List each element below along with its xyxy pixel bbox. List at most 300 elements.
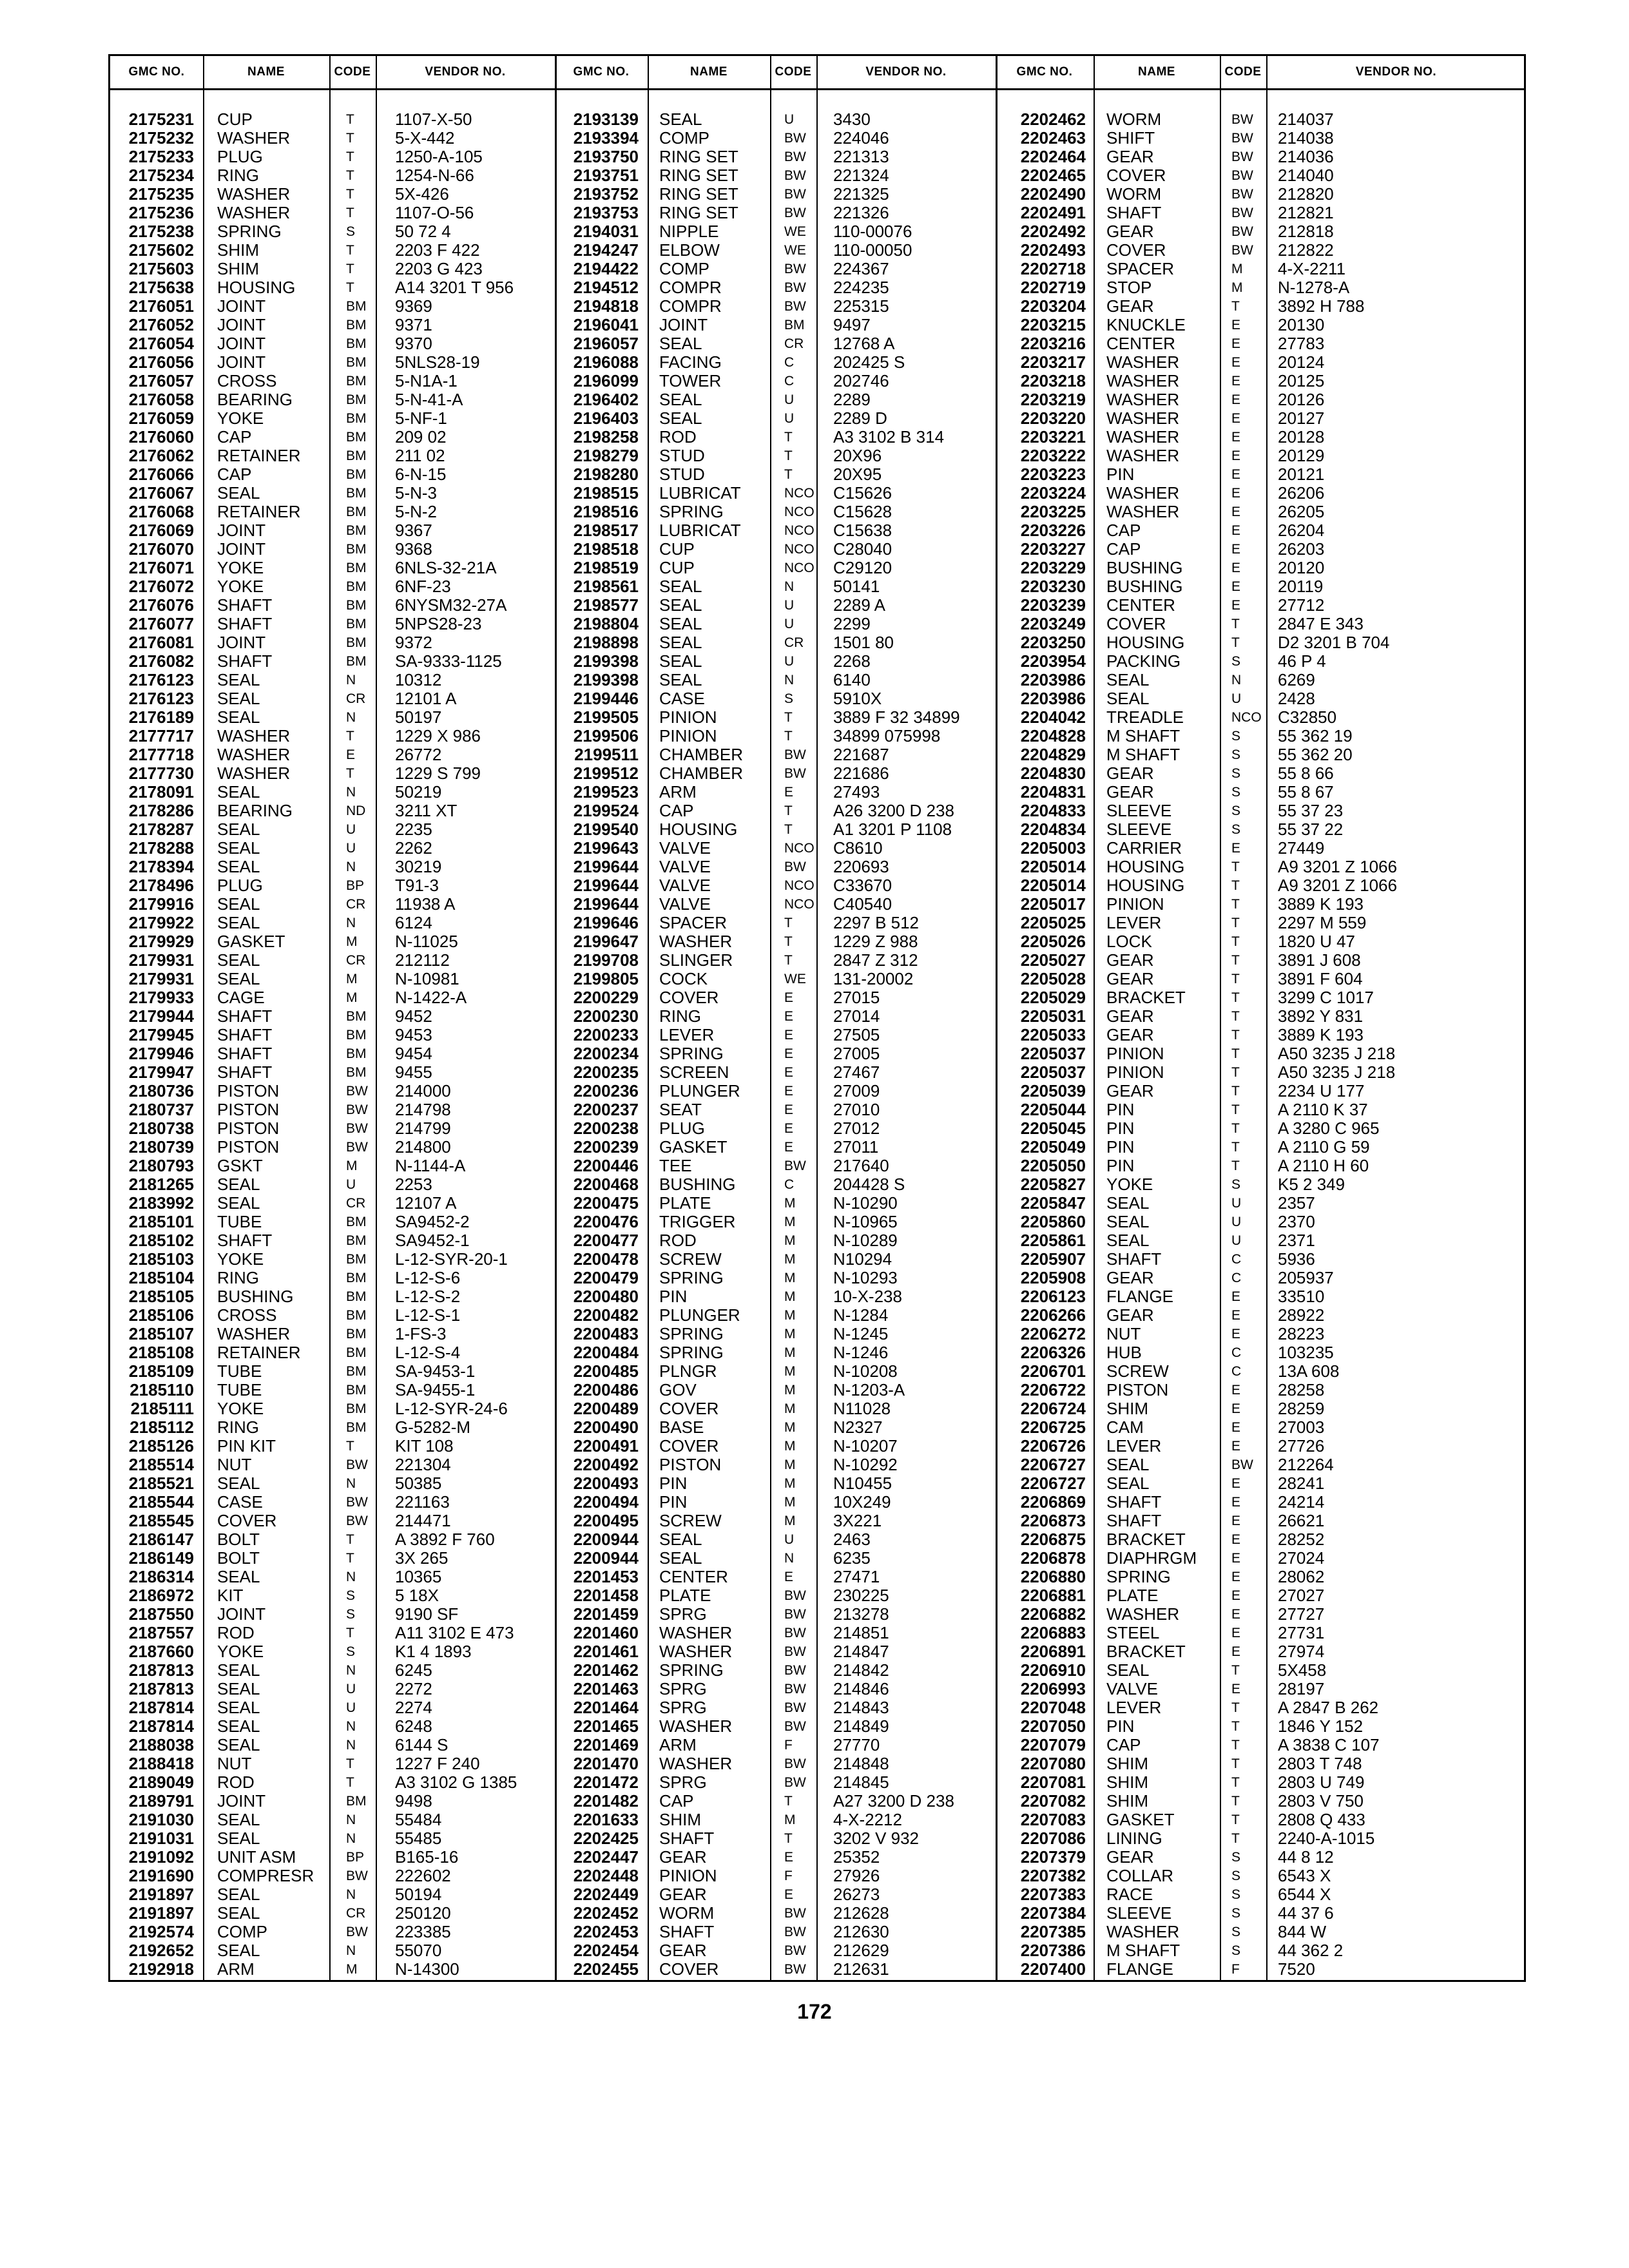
gmc-number: 2180736: [128, 1081, 194, 1100]
vendor-code: N: [346, 785, 356, 800]
vendor-code: N: [1231, 673, 1242, 687]
gmc-number: 2187813: [128, 1679, 194, 1698]
part-name: LEVER: [1106, 1436, 1162, 1456]
vendor-code: M: [784, 1196, 796, 1211]
vendor-number: 3889 K 193: [1278, 1025, 1364, 1044]
gmc-number: 2191897: [128, 1885, 194, 1904]
vendor-code: BW: [784, 262, 806, 276]
gmc-number: 2203204: [1020, 296, 1086, 316]
vendor-code: BW: [784, 1906, 806, 1921]
vendor-code: U: [784, 617, 795, 631]
part-name: SEAL: [217, 1698, 260, 1717]
column-divider: [770, 56, 771, 1980]
vendor-code: E: [784, 990, 794, 1005]
vendor-number: 5-N-3: [395, 483, 438, 503]
part-name: SEAL: [217, 670, 260, 689]
vendor-code: S: [1231, 1906, 1241, 1921]
vendor-number: 34899 075998: [833, 726, 941, 745]
vendor-number: 2272: [395, 1679, 432, 1698]
gmc-number: 2206725: [1020, 1418, 1086, 1437]
gmc-number: 2203954: [1020, 651, 1086, 671]
vendor-code: BW: [346, 1869, 368, 1883]
vendor-number: 2371: [1278, 1231, 1315, 1250]
gmc-number: 2207383: [1020, 1885, 1086, 1904]
part-name: SEAL: [1106, 670, 1150, 689]
part-name: HOUSING: [1106, 857, 1185, 876]
vendor-number: 30219: [395, 857, 442, 876]
gmc-number: 2199643: [573, 838, 639, 858]
part-name: WASHER: [1106, 446, 1180, 465]
gmc-number: 2194512: [573, 278, 639, 297]
gmc-number: 2175602: [128, 240, 194, 260]
vendor-number: 12101 A: [395, 689, 457, 708]
part-name: BRACKET: [1106, 1642, 1186, 1661]
gmc-number: 2203223: [1020, 465, 1086, 484]
part-name: WASHER: [217, 764, 291, 783]
header-code: CODE: [775, 65, 812, 79]
vendor-code: N: [346, 1812, 356, 1827]
vendor-number: A 2847 B 262: [1278, 1698, 1379, 1717]
part-name: GEAR: [1106, 1305, 1154, 1325]
gmc-number: 2178287: [128, 820, 194, 839]
vendor-number: 55 8 67: [1278, 782, 1334, 802]
part-name: SPRG: [659, 1698, 707, 1717]
vendor-number: N-1245: [833, 1324, 889, 1343]
vendor-code: C: [784, 374, 795, 389]
gmc-number: 2179916: [128, 894, 194, 914]
vendor-code: T: [1231, 1009, 1240, 1024]
part-name: PIN: [659, 1474, 688, 1493]
gmc-number: 2176069: [128, 521, 194, 540]
part-name: WASHER: [1106, 352, 1180, 372]
vendor-code: F: [1231, 1962, 1240, 1977]
vendor-number: 3892 Y 831: [1278, 1006, 1364, 1026]
part-name: WASHER: [659, 1754, 733, 1773]
vendor-number: 2370: [1278, 1212, 1315, 1231]
part-name: SPRING: [217, 222, 282, 241]
vendor-code: BM: [346, 411, 367, 426]
part-name: SPRG: [659, 1679, 707, 1698]
vendor-code: T: [346, 1626, 354, 1640]
vendor-number: 27467: [833, 1062, 880, 1082]
gmc-number: 2200234: [573, 1044, 639, 1063]
vendor-code: E: [1231, 523, 1241, 538]
vendor-number: N10455: [833, 1474, 892, 1493]
vendor-number: 55070: [395, 1941, 442, 1960]
part-name: SEAL: [659, 334, 702, 353]
gmc-number: 2177730: [128, 764, 194, 783]
gmc-number: 2198515: [573, 483, 639, 503]
gmc-number: 2202454: [573, 1941, 639, 1960]
vendor-number: 1-FS-3: [395, 1324, 447, 1343]
vendor-number: 10365: [395, 1567, 442, 1586]
vendor-code: BW: [346, 1925, 368, 1939]
gmc-number: 2201472: [573, 1773, 639, 1792]
part-name: PINION: [1106, 1044, 1164, 1063]
part-name: PLUG: [217, 147, 263, 166]
vendor-number: A 2110 H 60: [1278, 1156, 1369, 1175]
vendor-code: BM: [346, 1420, 367, 1435]
part-name: GEAR: [1106, 1847, 1154, 1867]
part-name: SEAL: [659, 110, 702, 129]
vendor-number: 46 P 4: [1278, 651, 1326, 671]
vendor-code: E: [1231, 561, 1241, 575]
gmc-number: 2207379: [1020, 1847, 1086, 1867]
gmc-number: 2199524: [573, 801, 639, 820]
part-name: SEAL: [659, 577, 702, 596]
vendor-number: 9452: [395, 1006, 432, 1026]
part-name: BEARING: [217, 390, 293, 409]
vendor-number: 2203 F 422: [395, 240, 480, 260]
vendor-number: N-1203-A: [833, 1380, 905, 1399]
vendor-code: E: [1231, 1570, 1241, 1584]
vendor-number: 214038: [1278, 128, 1334, 148]
part-name: COVER: [659, 988, 719, 1007]
vendor-number: 2262: [395, 838, 432, 858]
vendor-number: N-10293: [833, 1268, 898, 1287]
vendor-code: E: [1231, 841, 1241, 856]
part-name: PISTON: [217, 1119, 280, 1138]
vendor-code: E: [1231, 1289, 1241, 1304]
part-name: PIN: [1106, 1156, 1135, 1175]
gmc-number: 2186314: [128, 1567, 194, 1586]
part-name: VALVE: [659, 838, 711, 858]
vendor-number: 6269: [1278, 670, 1315, 689]
gmc-number: 2199646: [573, 913, 639, 932]
vendor-code: T: [346, 1439, 354, 1454]
part-name: RING: [659, 1006, 701, 1026]
gmc-number: 2202491: [1020, 203, 1086, 222]
gmc-number: 2201470: [573, 1754, 639, 1773]
vendor-code: E: [1231, 1644, 1241, 1659]
vendor-code: NCO: [784, 523, 815, 538]
part-name: COLLAR: [1106, 1866, 1174, 1885]
gmc-number: 2200230: [573, 1006, 639, 1026]
vendor-number: A26 3200 D 238: [833, 801, 954, 820]
part-name: SHIM: [1106, 1754, 1148, 1773]
gmc-number: 2206727: [1020, 1455, 1086, 1474]
gmc-number: 2176071: [128, 558, 194, 577]
gmc-number: 2176067: [128, 483, 194, 503]
part-name: PISTON: [217, 1100, 280, 1119]
part-name: SLEEVE: [1106, 820, 1172, 839]
gmc-number: 2203986: [1020, 670, 1086, 689]
part-name: SEAL: [659, 651, 702, 671]
vendor-number: 212631: [833, 1959, 889, 1979]
gmc-number: 2205050: [1020, 1156, 1086, 1175]
vendor-code: BM: [346, 1065, 367, 1080]
gmc-number: 2200490: [573, 1418, 639, 1437]
vendor-number: 20120: [1278, 558, 1325, 577]
vendor-code: U: [784, 392, 795, 407]
part-name: M SHAFT: [1106, 726, 1181, 745]
part-name: LOCK: [1106, 932, 1152, 951]
part-name: PLNGR: [659, 1361, 717, 1381]
column-divider: [816, 56, 818, 1980]
vendor-code: S: [1231, 803, 1241, 818]
gmc-number: 2187814: [128, 1698, 194, 1717]
gmc-number: 2203215: [1020, 315, 1086, 334]
vendor-number: 221686: [833, 764, 889, 783]
gmc-number: 2201633: [573, 1810, 639, 1829]
vendor-code: T: [784, 467, 793, 482]
gmc-number: 2178091: [128, 782, 194, 802]
part-name: WASHER: [217, 745, 291, 764]
vendor-code: T: [1231, 953, 1240, 968]
vendor-number: 225315: [833, 296, 889, 316]
vendor-number: 26204: [1278, 521, 1325, 540]
vendor-number: 27471: [833, 1567, 880, 1586]
part-name: KNUCKLE: [1106, 315, 1186, 334]
vendor-number: 33510: [1278, 1287, 1325, 1306]
part-name: BUSHING: [1106, 558, 1183, 577]
vendor-number: L-12-S-1: [395, 1305, 461, 1325]
vendor-code: T: [346, 1756, 354, 1771]
gmc-number: 2185112: [130, 1418, 194, 1437]
vendor-code: S: [346, 1644, 356, 1659]
vendor-number: 5 18X: [395, 1586, 439, 1605]
part-name: PLATE: [659, 1586, 711, 1605]
vendor-number: 27027: [1278, 1586, 1325, 1605]
gmc-number: 2203224: [1020, 483, 1086, 503]
vendor-code: E: [784, 1887, 794, 1902]
vendor-number: 9498: [395, 1791, 432, 1811]
vendor-number: 20119: [1278, 577, 1324, 596]
vendor-code: BW: [784, 1775, 806, 1790]
vendor-code: S: [1231, 747, 1241, 762]
part-name: SLINGER: [659, 950, 733, 970]
vendor-number: 221687: [833, 745, 889, 764]
gmc-number: 2206326: [1020, 1343, 1086, 1362]
vendor-code: T: [346, 243, 354, 258]
vendor-code: M: [784, 1364, 796, 1379]
gmc-number: 2203222: [1020, 446, 1086, 465]
vendor-code: T: [1231, 916, 1240, 930]
vendor-number: 28922: [1278, 1305, 1325, 1325]
part-name: SEAL: [217, 1885, 260, 1904]
gmc-number: 2200485: [573, 1361, 639, 1381]
gmc-number: 2206701: [1020, 1361, 1086, 1381]
vendor-code: BM: [346, 542, 367, 557]
vendor-code: E: [784, 1102, 794, 1117]
vendor-number: A 3838 C 107: [1278, 1735, 1380, 1754]
gmc-number: 2194818: [573, 296, 639, 316]
column-divider: [1220, 56, 1221, 1980]
vendor-number: 103235: [1278, 1343, 1334, 1362]
vendor-code: S: [784, 691, 794, 706]
gmc-number: 2196099: [573, 371, 639, 390]
header-name: NAME: [247, 65, 285, 79]
part-name: SEAL: [659, 1548, 702, 1568]
gmc-number: 2180793: [128, 1156, 194, 1175]
gmc-number: 2206910: [1020, 1660, 1086, 1680]
gmc-number: 2200229: [573, 988, 639, 1007]
part-name: PLUNGER: [659, 1305, 740, 1325]
gmc-number: 2178286: [128, 801, 194, 820]
vendor-number: 214846: [833, 1679, 889, 1698]
gmc-number: 2198898: [573, 633, 639, 652]
vendor-number: 7520: [1278, 1959, 1315, 1979]
gmc-number: 2200476: [573, 1212, 639, 1231]
part-name: BOLT: [217, 1530, 260, 1549]
vendor-code: CR: [784, 336, 804, 351]
vendor-code: N: [346, 1570, 356, 1584]
part-name: JOINT: [217, 539, 266, 559]
vendor-code: T: [784, 710, 793, 725]
part-name: PINION: [1106, 1062, 1164, 1082]
column-divider: [376, 56, 377, 1980]
gmc-number: 2202492: [1020, 222, 1086, 241]
vendor-code: E: [1231, 392, 1241, 407]
vendor-code: T: [1231, 1812, 1240, 1827]
part-name: PISTON: [659, 1455, 722, 1474]
gmc-number: 2203225: [1020, 502, 1086, 521]
vendor-code: U: [784, 112, 795, 127]
part-name: SEAL: [217, 1474, 260, 1493]
vendor-number: 9372: [395, 633, 432, 652]
part-name: CENTER: [1106, 334, 1175, 353]
part-name: COVER: [659, 1399, 719, 1418]
gmc-number: 2178496: [128, 876, 194, 895]
vendor-number: 212820: [1278, 184, 1334, 204]
vendor-code: N: [346, 1831, 356, 1846]
vendor-code: T: [784, 1831, 793, 1846]
gmc-number: 2204830: [1020, 764, 1086, 783]
vendor-number: 214845: [833, 1773, 889, 1792]
gmc-number: 2206993: [1020, 1679, 1086, 1698]
vendor-code: M: [784, 1401, 796, 1416]
gmc-number: 2186149: [128, 1548, 194, 1568]
vendor-number: L-12-SYR-20-1: [395, 1249, 508, 1269]
gmc-number: 2189049: [128, 1773, 194, 1792]
vendor-code: T: [1231, 1700, 1240, 1715]
part-name: SCREW: [659, 1249, 722, 1269]
vendor-number: A14 3201 T 956: [395, 278, 514, 297]
vendor-code: M: [784, 1439, 796, 1454]
vendor-code: BW: [784, 860, 806, 874]
part-name: YOKE: [217, 1399, 264, 1418]
vendor-code: T: [1231, 299, 1240, 314]
vendor-number: 3299 C 1017: [1278, 988, 1374, 1007]
gmc-number: 2198258: [573, 427, 639, 447]
part-name: SHIFT: [1106, 128, 1155, 148]
vendor-code: E: [1231, 505, 1241, 519]
vendor-number: 2299: [833, 614, 871, 633]
part-name: WASHER: [659, 1716, 733, 1736]
part-name: RING: [217, 1418, 259, 1437]
vendor-code: BM: [346, 505, 367, 519]
part-name: PIN: [659, 1287, 688, 1306]
part-name: GEAR: [1106, 296, 1154, 316]
gmc-number: 2205847: [1020, 1193, 1086, 1213]
gmc-number: 2180738: [128, 1119, 194, 1138]
gmc-number: 2179944: [128, 1006, 194, 1026]
part-name: CUP: [217, 110, 253, 129]
vendor-code: M: [346, 972, 358, 986]
vendor-number: D2 3201 B 704: [1278, 633, 1390, 652]
part-name: PLUG: [659, 1119, 705, 1138]
gmc-number: 2185521: [128, 1474, 194, 1493]
gmc-number: 2185108: [128, 1343, 194, 1362]
gmc-number: 2206123: [1020, 1287, 1086, 1306]
vendor-code: M: [784, 1271, 796, 1285]
gmc-number: 2193751: [573, 166, 639, 185]
part-name: ARM: [217, 1959, 255, 1979]
gmc-number: 2198516: [573, 502, 639, 521]
vendor-number: 224046: [833, 128, 889, 148]
vendor-number: G-5282-M: [395, 1418, 471, 1437]
part-name: JOINT: [659, 315, 708, 334]
vendor-code: BW: [784, 1626, 806, 1640]
vendor-number: 2289 A: [833, 595, 885, 615]
vendor-code: E: [1231, 1327, 1241, 1341]
vendor-code: BW: [784, 131, 806, 146]
vendor-number: 110-00050: [833, 240, 912, 260]
part-name: CASE: [659, 689, 705, 708]
part-name: SPRING: [659, 1343, 724, 1362]
vendor-number: 6NLS-32-21A: [395, 558, 497, 577]
gmc-number: 2201463: [573, 1679, 639, 1698]
vendor-number: N-10965: [833, 1212, 898, 1231]
part-name: HOUSING: [217, 278, 296, 297]
part-name: COVER: [217, 1511, 277, 1530]
vendor-number: 220693: [833, 857, 889, 876]
vendor-code: M: [784, 1308, 796, 1323]
part-name: FLANGE: [1106, 1287, 1174, 1306]
part-name: WASHER: [1106, 408, 1180, 428]
gmc-number: 2199523: [573, 782, 639, 802]
vendor-code: U: [346, 841, 356, 856]
vendor-code: BW: [784, 149, 806, 164]
gmc-number: 2203217: [1020, 352, 1086, 372]
part-name: GEAR: [1106, 1268, 1154, 1287]
part-name: WASHER: [217, 128, 291, 148]
vendor-code: BW: [1231, 243, 1253, 258]
vendor-code: BM: [346, 654, 367, 669]
part-name: CAP: [659, 1791, 694, 1811]
vendor-number: 28241: [1278, 1474, 1325, 1493]
part-name: SEAL: [1106, 1212, 1150, 1231]
vendor-number: A9 3201 Z 1066: [1278, 857, 1398, 876]
vendor-number: 5-N1A-1: [395, 371, 458, 390]
part-name: SCREEN: [659, 1062, 729, 1082]
part-name: SEAL: [1106, 1231, 1150, 1250]
vendor-number: 212821: [1278, 203, 1334, 222]
part-name: BUSHING: [659, 1175, 736, 1194]
vendor-number: 11938 A: [395, 894, 456, 914]
vendor-number: 6140: [833, 670, 871, 689]
part-name: CUP: [659, 558, 695, 577]
part-name: CENTER: [659, 1567, 728, 1586]
vendor-code: BM: [346, 635, 367, 650]
vendor-number: 27726: [1278, 1436, 1325, 1456]
part-name: TEE: [659, 1156, 692, 1175]
part-name: SPRG: [659, 1604, 707, 1624]
gmc-number: 2187813: [128, 1660, 194, 1680]
gmc-number: 2199511: [574, 745, 639, 764]
vendor-number: N-10208: [833, 1361, 898, 1381]
vendor-code: E: [1231, 411, 1241, 426]
part-name: GEAR: [1106, 222, 1154, 241]
vendor-number: C15638: [833, 521, 892, 540]
gmc-number: 2175638: [128, 278, 194, 297]
gmc-number: 2203229: [1020, 558, 1086, 577]
vendor-code: E: [1231, 1532, 1241, 1547]
vendor-code: E: [1231, 1514, 1241, 1528]
vendor-number: 9455: [395, 1062, 432, 1082]
vendor-number: T91-3: [395, 876, 439, 895]
vendor-code: T: [1231, 990, 1240, 1005]
